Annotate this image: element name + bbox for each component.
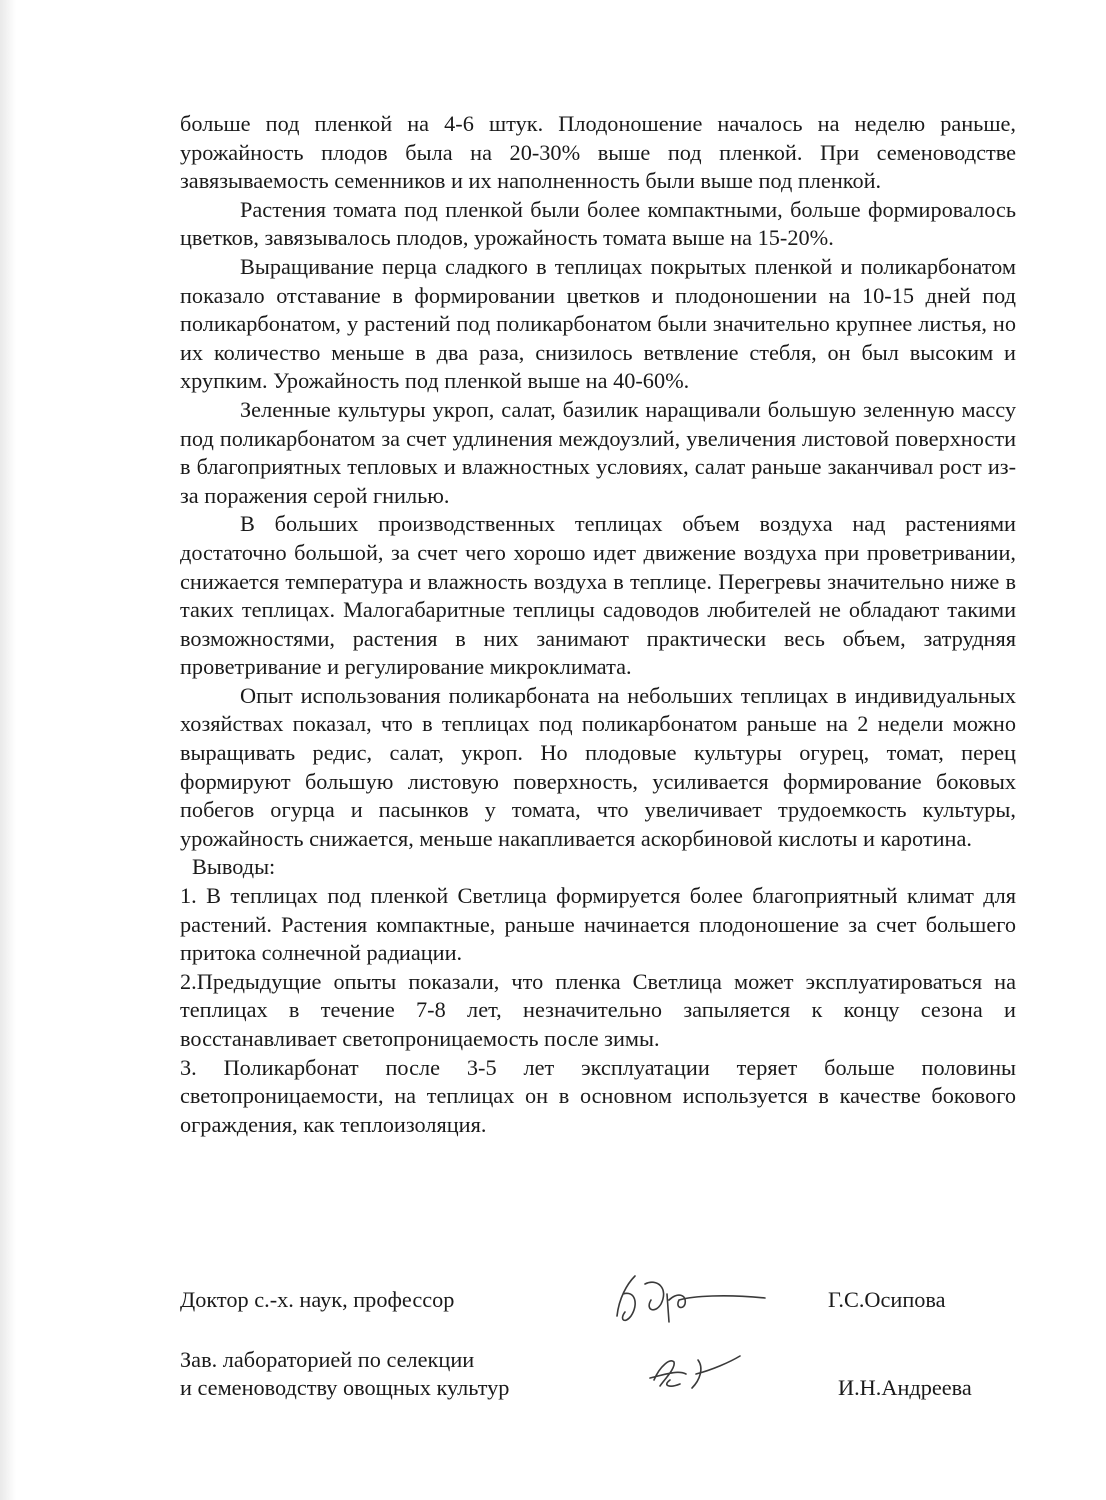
- conclusion-item-2: 2.Предыдущие опыты показали, что пленка Светлица может эксплуатироваться на теплицах в течение 7-8 лет, незначительно запыляется к концу сезона и восстанавливает светопроницаемость после зимы.: [180, 968, 1016, 1051]
- paragraph-continuation: больше под пленкой на 4-6 штук. Плодоношение началось на неделю раньше, урожайность плодов была на 20-30% выше под пленкой. При семеноводстве завязываемость семенников и их наполненность были выше под пленкой.: [180, 111, 1016, 194]
- paragraph-greens: Зеленные культуры укроп, салат, базилик наращивали большую зеленную массу под поликарбонатом за счет удлинения междоузлий, увеличения листовой поверхности в благоприятных тепловых и влажностных условиях, салат раньше заканчивал рост из-за поражения серой гнилью.: [180, 396, 1016, 508]
- conclusion-item-1: 1. В теплицах под пленкой Светлица формируется более благоприятный климат для растений. Растения компактные, раньше начинается плодоношение за счет большего притока солнечной радиации.: [180, 883, 1016, 966]
- conclusions-heading: Выводы:: [192, 854, 276, 880]
- paragraph-pepper: Выращивание перца сладкого в теплицах покрытых пленкой и поликарбонатом показало отставание в формировании цветков и плодоношении на 10-15 дней под поликарбонатом, у растений под поликарбонатом были значительно крупнее листья, но их количество меньше в два раза, снизилось ветвление стебля, он был высоким и хрупким. Урожайность под пленкой выше на 40-60%.: [180, 253, 1016, 394]
- signature-block-professor: [180, 1286, 1020, 1326]
- signatory-title-line-2: и семеноводству овощных культур: [180, 1375, 510, 1400]
- signatory-title: Доктор с.-х. наук, профессор: [180, 1287, 455, 1312]
- paragraph-polycarbonate-experience: Опыт использования поликарбоната на небольших теплицах в индивидуальных хозяйствах показал, что в теплицах под поликарбонатом раньше на 2 недели можно выращивать редис, салат, укроп. Но плодовые культуры огурец, томат, перец формируют большую листовую поверхность, усиливается формирование боковых побегов огурца и пасынков у томата, что увеличивает трудоемкость культуры, урожайность снижается, меньше накапливается аскорбиновой кислоты и каротина.: [180, 682, 1016, 851]
- signatory-name: И.Н.Андреева: [838, 1375, 972, 1400]
- handwritten-signature-icon: [605, 1264, 775, 1334]
- paragraph-tomato: Растения томата под пленкой были более компактными, больше формировалось цветков, завязывалось плодов, урожайность томата выше на 15-20%.: [180, 196, 1016, 251]
- handwritten-signature-icon: [640, 1340, 760, 1400]
- signature-block-lab-head: [180, 1346, 1020, 1416]
- paragraph-large-greenhouses: В больших производственных теплицах объем воздуха над растениями достаточно большой, за счет чего хорошо идет движение воздуха при проветривании, снижается температура и влажность воздуха в теплице. Перегревы значительно ниже в таких теплицах. Малогабаритные теплицы садоводов любителей не обладают такими возможностями, растения в них занимают практически весь объем, затрудняя проветривание и регулирование микроклимата.: [180, 511, 1016, 680]
- scan-edge-shadow: [0, 0, 16, 1500]
- document-body: [180, 110, 1016, 1139]
- conclusion-item-3: 3. Поликарбонат после 3-5 лет эксплуатации теряет больше половины светопроницаемости, на теплицах он в основном используется в качестве бокового ограждения, как теплоизоляция.: [180, 1054, 1016, 1137]
- signatory-name: Г.С.Осипова: [828, 1287, 946, 1312]
- signatory-title-line-1: Зав. лабораторией по селекции: [180, 1347, 475, 1372]
